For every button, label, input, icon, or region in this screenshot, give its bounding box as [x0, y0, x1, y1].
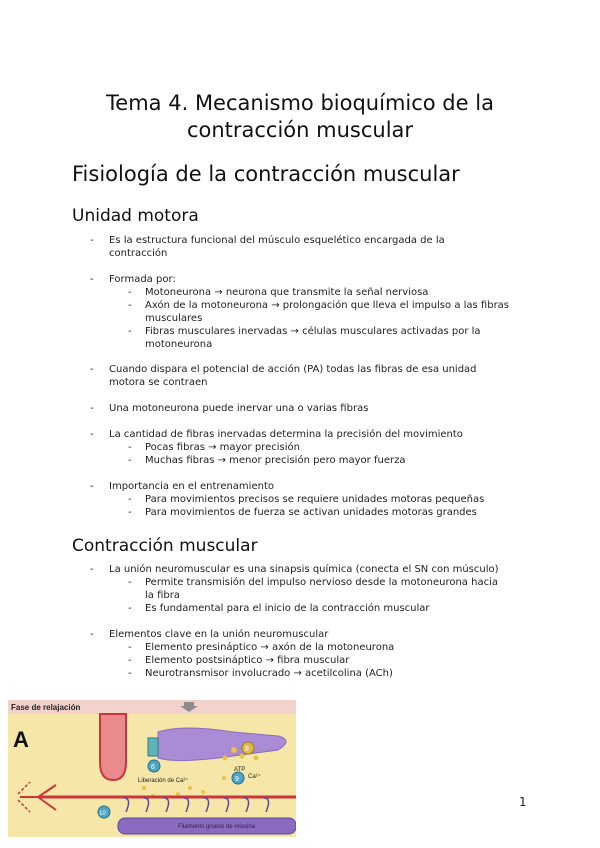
list-item-text: motoneurona — [145, 339, 213, 350]
list-item-text: La unión neuromuscular es una sinapsis química (conecta el SN con músculo) — [109, 564, 499, 575]
title-line-2: contracción muscular — [186, 118, 414, 142]
title-line-1: Tema 4. Mecanismo bioquímico de la — [106, 91, 494, 115]
list-item-text: Para movimientos precisos se requiere unidades motoras pequeñas — [145, 494, 485, 505]
sub-list-item: - Para movimientos precisos se requiere unidades motoras pequeñas — [128, 493, 528, 506]
list-item-text: Neurotransmisor involucrado → acetilcolina (ACh) — [145, 668, 393, 679]
list-item-text: Pocas fibras → mayor precisión — [145, 442, 300, 453]
axon-terminal — [100, 714, 126, 780]
list-item-text: Motoneurona → neurona que transmite la señal nerviosa — [145, 287, 429, 298]
neuromuscular-junction-figure — [8, 700, 296, 837]
sub-list-item: - Permite transmisión del impulso nervioso desde la motoneurona hacia la fibra — [128, 576, 528, 602]
step-label: 8 — [245, 746, 249, 753]
list-item: - Una motoneurona puede inervar una o varias fibras — [90, 402, 520, 415]
sub-list-item: - Fibras musculares inervadas → células musculares activadas por la motoneurona — [128, 325, 528, 351]
sub-list-item: - Elemento presináptico → axón de la motoneurona — [128, 641, 528, 654]
list-item-text: la fibra — [145, 590, 180, 601]
atp-label: ATP — [234, 767, 246, 773]
list-item-text: contracción — [109, 248, 168, 259]
figure-illustration — [8, 700, 296, 837]
list-item: - Elementos clave en la unión neuromuscular — [90, 628, 520, 641]
sub-list-item: - Axón de la motoneurona → prolongación que lleva el impulso a las fibras musculares — [128, 299, 528, 325]
list-item: - La unión neuromuscular es una sinapsis química (conecta el SN con músculo) — [90, 563, 520, 576]
list-item-text: Axón de la motoneurona → prolongación que lleva el impulso a las fibras — [145, 300, 510, 311]
list-item: - Formada por: — [90, 273, 520, 286]
calcium-release-label: Liberación de Ca²⁺ — [138, 778, 189, 784]
list-item-text: Muchas fibras → menor precisión pero mayor fuerza — [145, 455, 406, 466]
section-heading: Fisiología de la contracción muscular — [72, 162, 460, 186]
list-item-text: Elemento presináptico → axón de la motoneurona — [145, 642, 395, 653]
list-item: - Cuando dispara el potencial de acción (PA) todas las fibras de esa unidad motora se contraen — [90, 363, 520, 389]
document-title — [0, 90, 600, 144]
step-label: 9 — [235, 776, 239, 783]
list-item-text: Para movimientos de fuerza se activan unidades motoras grandes — [145, 507, 477, 518]
sub-list-item: - Para movimientos de fuerza se activan unidades motoras grandes — [128, 506, 528, 519]
list-item-text: Permite transmisión del impulso nervioso desde la motoneurona hacia — [145, 577, 498, 588]
calcium-label: Ca²⁺ — [248, 774, 261, 780]
sub-list-item: - Elemento postsináptico → fibra muscular — [128, 654, 528, 667]
list-item-text: Formada por: — [109, 274, 176, 285]
list-item-text: Fibras musculares inervadas → células musculares activadas por la — [145, 326, 481, 337]
list-item-text: motora se contraen — [109, 377, 208, 388]
list-item-text: La cantidad de fibras inervadas determina la precisión del movimiento — [109, 429, 463, 440]
channel — [148, 738, 158, 756]
myosin-label: Filamento grueso de miosina — [178, 824, 256, 830]
list-item: - La cantidad de fibras inervadas determina la precisión del movimiento — [90, 428, 520, 441]
sub-list-item: - Motoneurona → neurona que transmite la señal nerviosa — [128, 286, 528, 299]
list-item-text: Elementos clave en la unión neuromuscular — [109, 629, 329, 640]
list-item: - Es la estructura funcional del músculo esquelético encargada de la contracción — [90, 234, 520, 260]
sub-list-item: - Pocas fibras → mayor precisión — [128, 441, 528, 454]
figure-letter: A — [13, 727, 29, 752]
list-item-text: Importancia en el entrenamiento — [109, 481, 274, 492]
list-item-text: Cuando dispara el potencial de acción (PA) todas las fibras de esa unidad — [109, 364, 477, 375]
subsection-heading-unidad-motora: Unidad motora — [72, 206, 199, 226]
sub-list-item: - Neurotransmisor involucrado → acetilcolina (ACh) — [128, 667, 528, 680]
figure-header-text: Fase de relajación — [11, 703, 81, 712]
list-item-text: musculares — [145, 313, 203, 324]
list-item-text: Elemento postsináptico → fibra muscular — [145, 655, 350, 666]
list-item-text: Una motoneurona puede inervar una o varias fibras — [109, 403, 369, 414]
list-item-text: Es la estructura funcional del músculo esquelético encargada de la — [109, 235, 445, 246]
step-label: 10 — [99, 811, 106, 817]
sub-list-item: - Es fundamental para el inicio de la contracción muscular — [128, 602, 528, 615]
step-label: 6 — [151, 764, 155, 771]
list-item-text: Es fundamental para el inicio de la contracción muscular — [145, 603, 430, 614]
sub-list-item: - Muchas fibras → menor precisión pero mayor fuerza — [128, 454, 528, 467]
subsection-heading-contraccion: Contracción muscular — [72, 536, 258, 556]
list-item: - Importancia en el entrenamiento — [90, 480, 520, 493]
page-number: 1 — [519, 795, 527, 809]
